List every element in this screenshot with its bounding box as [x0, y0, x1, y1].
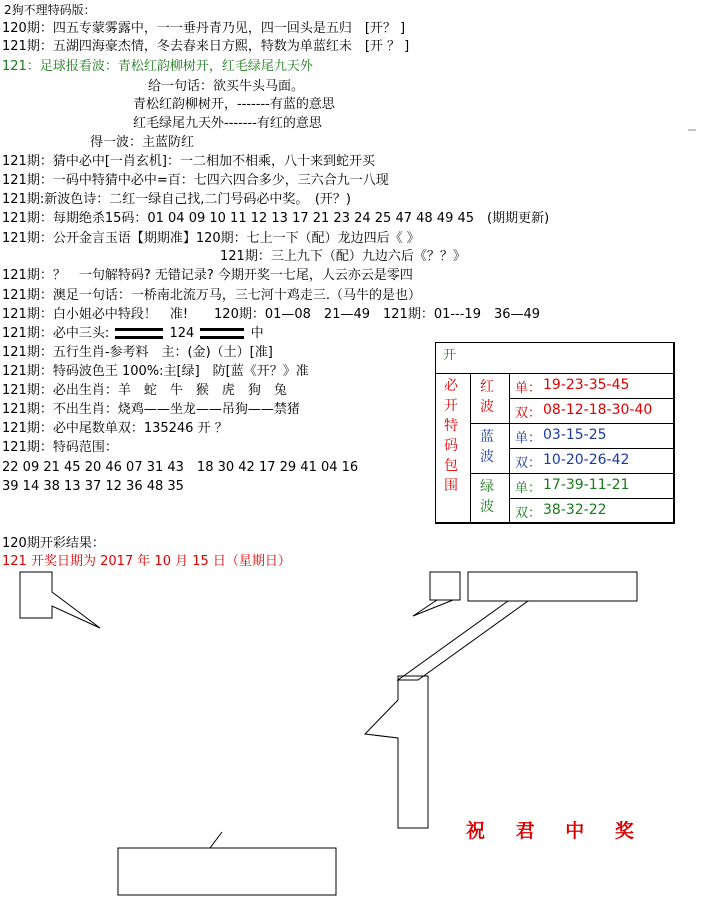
bars-icon	[200, 328, 244, 339]
row-key: 单：	[515, 481, 542, 496]
bars-icon	[115, 328, 163, 339]
callout-box-left	[20, 572, 100, 628]
line-five-elements: 121期：五行生肖-参考料 主：(金)（土）[准]	[2, 345, 273, 360]
line-120-riddle: 120期：四五专蒙雾露中，一一垂丹青乃见，四一回头是五归 [开？ ]	[2, 21, 406, 36]
draw-date: 121 开奖日期为 2017 年 10 月 15 日（星期日）	[2, 554, 291, 569]
line-wave-poem: 121期:新波色诗：二红一绿自己找,二门号码必中奖。 (开？)	[2, 192, 351, 207]
line-one-code: 121期：一码中特猜中必中=百：七四六四合多少，三六合九一八现	[2, 173, 389, 188]
row-value: 03-15-25	[543, 427, 607, 443]
wave-table	[435, 342, 674, 523]
line-segment: 121期：白小姐必中特段！ 准! 120期：01—08 21—49 121期：01---19 36—49	[2, 307, 541, 322]
result-label: 120期开彩结果：	[2, 536, 105, 551]
callout-box-tall	[365, 676, 428, 828]
line-one-sentence: 121期：？ 一句解特码? 无错记录? 今期开奖一七尾，人云亦云是零四	[2, 268, 413, 283]
line-hint: 给一句话：欲买牛头马面。	[148, 79, 305, 94]
row-red-even	[509, 398, 675, 424]
line-tail-number: 121期：必中尾数单双：135246 开 ？	[2, 421, 228, 436]
group-blue-name	[470, 423, 510, 474]
row-value: 17-39-11-21	[543, 477, 630, 493]
three-heads-number: 124	[169, 326, 195, 341]
callout-box-wide	[468, 572, 637, 601]
line-zodiac-riddle: 121期：猜中必中[一肖玄机]：一二相加不相乘，八十来到蛇开买	[2, 154, 375, 169]
row-key: 单：	[515, 431, 542, 446]
row-green-even	[509, 498, 675, 524]
callout-box-small	[430, 572, 460, 600]
line-range-1: 22 09 21 45 20 46 07 31 43 18 30 42 17 29 41 04 16	[2, 460, 359, 475]
line-wave: 得一波：主蓝防红	[90, 135, 195, 150]
callout-pointer-small	[413, 600, 453, 616]
row-key: 双：	[515, 406, 542, 421]
table-head: 开	[443, 348, 457, 363]
table-head-cell	[435, 342, 675, 374]
line-golden-words: 121期：公开金言玉语【期期准】120期：七上一下（配）龙边四后《 》	[2, 231, 420, 246]
line-range-label: 121期：特码范围：	[2, 440, 118, 455]
line-range-2: 39 14 38 13 37 12 36 48 35	[2, 479, 184, 494]
table-side: 必开特码包围	[444, 378, 458, 494]
group-blue-label: 蓝波	[480, 429, 494, 465]
callout-pointer-wide	[398, 601, 528, 680]
line-no-zodiac: 121期：不出生肖：烧鸡——坐龙——吊狗——禁猪	[2, 402, 300, 417]
row-value: 10-20-26-42	[543, 452, 630, 468]
line-must-zodiac: 121期：必出生肖：羊 蛇 牛 猴 虎 狗 兔	[2, 383, 287, 398]
row-blue-odd	[509, 423, 675, 449]
three-heads-tail: 中	[250, 326, 264, 341]
row-key: 单：	[515, 381, 542, 396]
line-golden-words-2: 121期：三上九下（配）九边六后《？？》	[220, 249, 466, 264]
row-key: 双：	[515, 456, 542, 471]
line-wave-king: 121期：特码波色王 100%:主[绿] 防[蓝《开？》准	[2, 364, 309, 379]
group-red-label: 红波	[480, 379, 494, 415]
line-blue-meaning: 青松红韵柳树开，-------有蓝的意思	[133, 97, 335, 112]
line-121-riddle: 121期：五湖四海豪杰情，冬去春来日方熙，特数为单蓝红未 [开 ？ ]	[2, 39, 410, 54]
line-football: 121：足球报看波：青松红韵柳树开，红毛绿尾九天外	[2, 59, 313, 74]
footer-greeting: 祝 君 中 奖	[466, 820, 646, 842]
row-value: 08-12-18-30-40	[543, 402, 653, 418]
line-red-meaning: 红毛绿尾九天外-------有红的意思	[133, 116, 322, 131]
line-kill-15: 121期：每期绝杀15码：01 04 09 10 11 12 13 17 21 23 24 25 47 48 49 45 (期期更新)	[2, 211, 550, 226]
row-blue-even	[509, 448, 675, 474]
group-green-label: 绿波	[480, 479, 494, 515]
row-value: 19-23-35-45	[543, 377, 630, 393]
group-green-name	[470, 473, 510, 524]
line-three-heads	[2, 325, 264, 343]
table-side-cell	[435, 373, 471, 524]
callout-box-bottom	[118, 832, 336, 895]
three-heads-label: 121期：必中三头:	[2, 326, 110, 341]
group-red-name	[470, 373, 510, 424]
line-macau: 121期：澳足一句话：一桥南北流万马，三七河十鸡走三.（马牛的是也）	[2, 288, 421, 303]
doc-header: 2狗不理特码版：	[4, 3, 96, 17]
row-green-odd	[509, 473, 675, 499]
row-red-odd	[509, 373, 675, 399]
row-value: 38-32-22	[543, 502, 607, 518]
row-key: 双：	[515, 506, 542, 521]
